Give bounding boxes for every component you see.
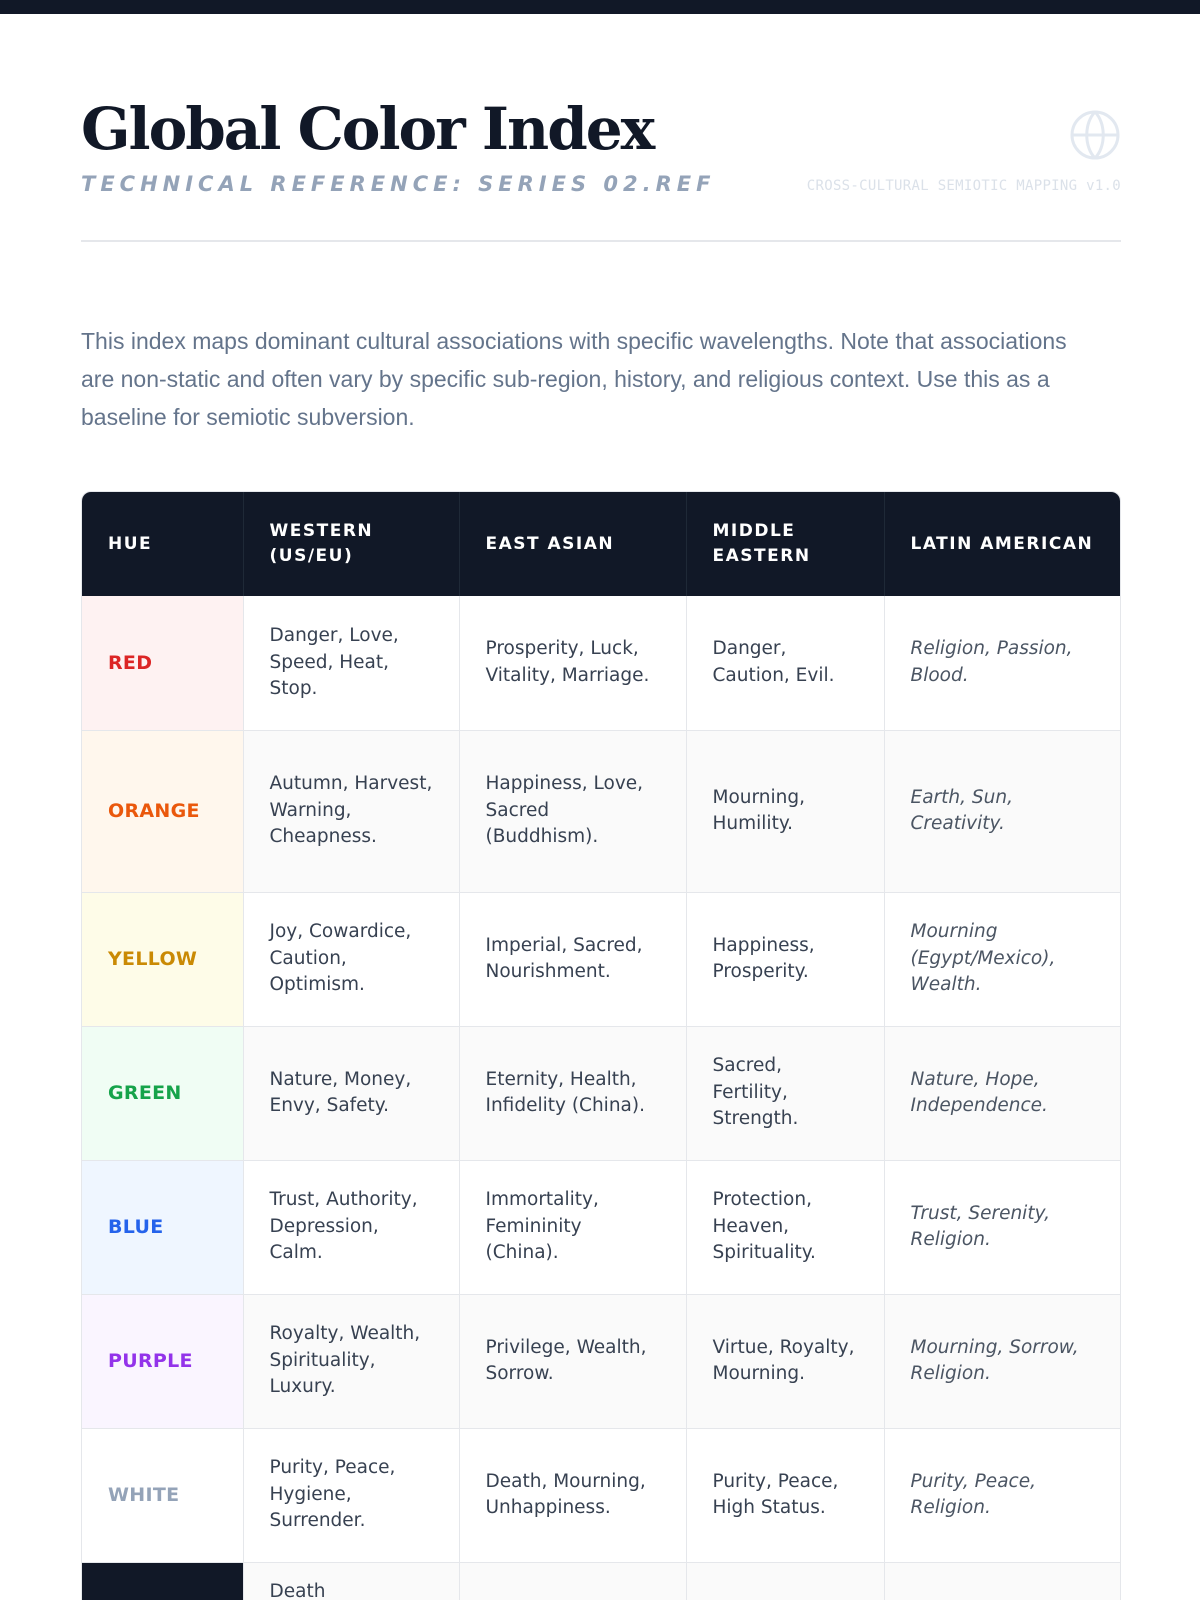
east-asian-cell: Eternity, Health, Infidelity (China). — [459, 1026, 686, 1160]
western-cell: Danger, Love, Speed, Heat, Stop. — [243, 596, 459, 730]
table-row — [82, 892, 1121, 1026]
latin-american-cell: Nature, Hope, Independence. — [884, 1026, 1121, 1160]
page-subtitle: TECHNICAL REFERENCE: SERIES 02.REF — [81, 172, 716, 196]
top-accent-bar — [0, 0, 1200, 14]
middle-eastern-cell: Purity, Peace, High Status. — [686, 1428, 884, 1562]
western-cell: Joy, Cowardice, Caution, Optimism. — [243, 892, 459, 1026]
hue-cell: ORANGE — [82, 730, 243, 892]
latin-american-cell — [884, 1562, 1121, 1600]
table-row — [82, 1428, 1121, 1562]
middle-eastern-cell: Mourning, Humility. — [686, 730, 884, 892]
latin-american-cell: Mourning, Sorrow, Religion. — [884, 1294, 1121, 1428]
column-header-hue: HUE — [82, 492, 243, 596]
western-cell: Autumn, Harvest, Warning, Cheapness. — [243, 730, 459, 892]
middle-eastern-cell — [686, 1562, 884, 1600]
table-row — [82, 1160, 1121, 1294]
column-header-western: WESTERN (US/EU) — [243, 492, 459, 596]
hue-cell: RED — [82, 596, 243, 730]
latin-american-cell: Earth, Sun, Creativity. — [884, 730, 1121, 892]
east-asian-cell: Prosperity, Luck, Vitality, Marriage. — [459, 596, 686, 730]
table-header-row — [82, 492, 1121, 596]
western-cell: Trust, Authority, Depression, Calm. — [243, 1160, 459, 1294]
east-asian-cell: Death, Mourning, Unhappiness. — [459, 1428, 686, 1562]
middle-eastern-cell: Happiness, Prosperity. — [686, 892, 884, 1026]
intro-paragraph: This index maps dominant cultural associations with specific wavelengths. Note that associations are non-static and often vary by specific sub-region, history, and religious context. Use this as a baseline for semiotic subversion. — [81, 328, 1067, 430]
column-header-east-asian: EAST ASIAN — [459, 492, 686, 596]
hue-cell: PURPLE — [82, 1294, 243, 1428]
hue-cell — [82, 1562, 243, 1600]
table-row — [82, 1562, 1121, 1600]
table-row — [82, 730, 1121, 892]
latin-american-cell: Religion, Passion, Blood. — [884, 596, 1121, 730]
hue-cell: YELLOW — [82, 892, 243, 1026]
western-cell: Royalty, Wealth, Spirituality, Luxury. — [243, 1294, 459, 1428]
western-cell: Death — [243, 1562, 459, 1600]
east-asian-cell: Privilege, Wealth, Sorrow. — [459, 1294, 686, 1428]
east-asian-cell: Imperial, Sacred, Nourishment. — [459, 892, 686, 1026]
east-asian-cell: Happiness, Love, Sacred (Buddhism). — [459, 730, 686, 892]
series-code: CROSS-CULTURAL SEMIOTIC MAPPING v1.0 — [806, 178, 1121, 194]
hue-cell: BLUE — [82, 1160, 243, 1294]
middle-eastern-cell: Danger, Caution, Evil. — [686, 596, 884, 730]
middle-eastern-cell: Sacred, Fertility, Strength. — [686, 1026, 884, 1160]
page-title: Global Color Index — [81, 95, 654, 163]
table-row — [82, 596, 1121, 730]
western-cell: Nature, Money, Envy, Safety. — [243, 1026, 459, 1160]
globe-icon — [1069, 109, 1121, 161]
hue-cell: WHITE — [82, 1428, 243, 1562]
latin-american-cell: Trust, Serenity, Religion. — [884, 1160, 1121, 1294]
color-index-table — [81, 491, 1121, 1600]
table-row — [82, 1294, 1121, 1428]
middle-eastern-cell: Virtue, Royalty, Mourning. — [686, 1294, 884, 1428]
east-asian-cell: Immortality, Femininity (China). — [459, 1160, 686, 1294]
column-header-middle-eastern: MIDDLE EASTERN — [686, 492, 884, 596]
latin-american-cell: Mourning (Egypt/Mexico), Wealth. — [884, 892, 1121, 1026]
east-asian-cell — [459, 1562, 686, 1600]
hue-cell: GREEN — [82, 1026, 243, 1160]
table-row — [82, 1026, 1121, 1160]
latin-american-cell: Purity, Peace, Religion. — [884, 1428, 1121, 1562]
middle-eastern-cell: Protection, Heaven, Spirituality. — [686, 1160, 884, 1294]
page-header — [81, 92, 1121, 242]
column-header-latin-american: LATIN AMERICAN — [910, 533, 1094, 554]
western-cell: Purity, Peace, Hygiene, Surrender. — [243, 1428, 459, 1562]
